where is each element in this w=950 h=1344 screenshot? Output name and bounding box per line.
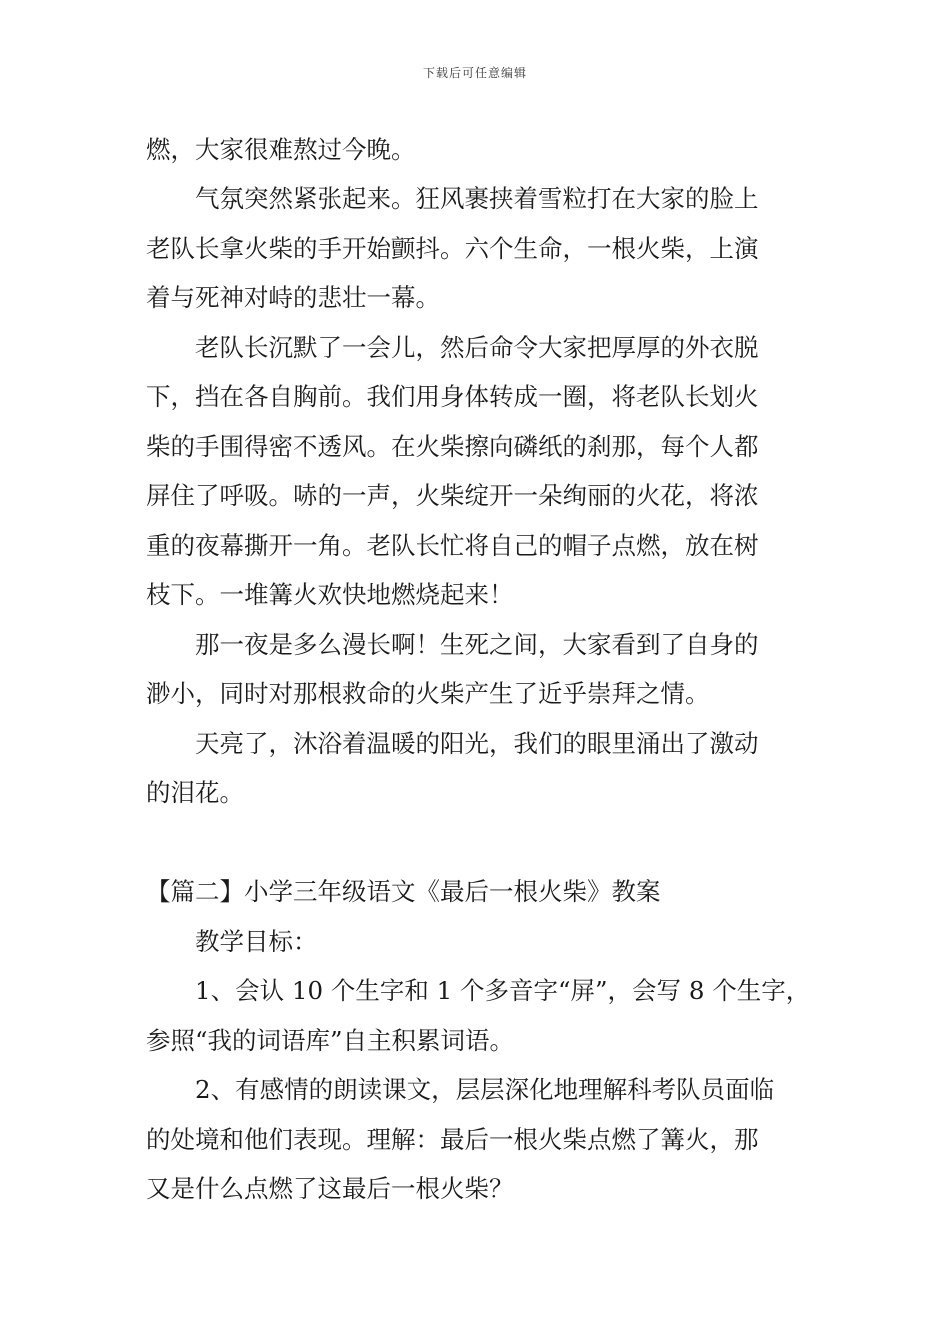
text-line: 2、有感情的朗读课文，层层深化地理解科考队员面临 bbox=[195, 1075, 775, 1104]
text-line: 渺小，同时对那根救命的火柴产生了近乎崇拜之情。 bbox=[146, 679, 710, 708]
text-line: 下，挡在各自胸前。我们用身体转成一圈，将老队长划火 bbox=[146, 382, 759, 411]
text-line: 柴的手围得密不透风。在火柴擦向磷纸的刹那，每个人都 bbox=[146, 432, 759, 461]
text-line: 又是什么点燃了这最后一根火柴？ bbox=[146, 1174, 514, 1203]
text-line: 屏住了呼吸。哧的一声，火柴绽开一朵绚丽的火花，将浓 bbox=[146, 481, 759, 510]
text-line: 老队长拿火柴的手开始颤抖。六个生命，一根火柴，上演 bbox=[146, 234, 759, 263]
text-line: 老队长沉默了一会儿，然后命令大家把厚厚的外衣脱 bbox=[195, 333, 759, 362]
text-line: 参照“我的词语库”自主积累词语。 bbox=[146, 1026, 515, 1055]
text-line: 的处境和他们表现。理解：最后一根火柴点燃了篝火，那 bbox=[146, 1125, 759, 1154]
text-line: 着与死神对峙的悲壮一幕。 bbox=[146, 283, 440, 312]
text-line: 燃，大家很难熬过今晚。 bbox=[146, 135, 416, 164]
section-heading: 【篇二】小学三年级语文《最后一根火柴》教案 bbox=[146, 877, 661, 906]
text-line: 教学目标： bbox=[195, 927, 318, 956]
text-line: 的泪花。 bbox=[146, 778, 244, 807]
text-line: 1、会认 10 个生字和 1 个多音字“屏”，会写 8 个生字， bbox=[195, 976, 811, 1005]
text-line: 天亮了，沐浴着温暖的阳光，我们的眼里涌出了激动 bbox=[195, 729, 759, 758]
text-line: 重的夜幕撕开一角。老队长忙将自己的帽子点燃，放在树 bbox=[146, 531, 759, 560]
text-line: 气氛突然紧张起来。狂风裹挟着雪粒打在大家的脸上 bbox=[195, 184, 759, 213]
text-line: 枝下。一堆篝火欢快地燃烧起来！ bbox=[146, 580, 514, 609]
text-line: 那一夜是多么漫长啊！生死之间，大家看到了自身的 bbox=[195, 630, 759, 659]
page-header: 下载后可任意编辑 bbox=[422, 66, 527, 80]
